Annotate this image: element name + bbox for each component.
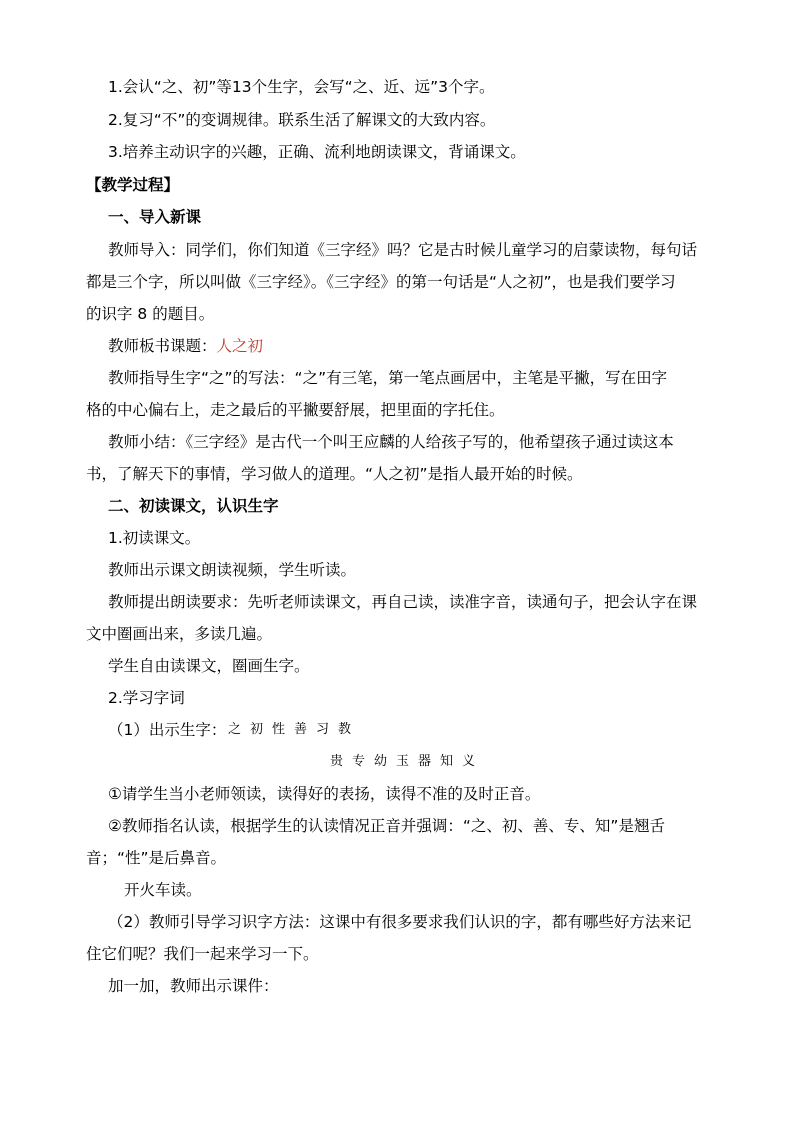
teacher-read-line-1: ②教师指名认读，根据学生的认读情况正音并强调：“之、初、善、专、知”是翘舌 bbox=[108, 817, 665, 835]
goal-1: 1.会认“之、初”等13个生字，会写“之、近、远”3个字。 bbox=[108, 78, 495, 96]
lead-read-line: ①请学生当小老师领读，读得好的表扬，读得不准的及时正音。 bbox=[108, 785, 541, 803]
require-line-2: 文中圈画出来，多读几遍。 bbox=[86, 625, 273, 643]
method-line-1: （2）教师引导学习识字方法：这课中有很多要求我们认识的字，都有哪些好方法来记 bbox=[108, 913, 692, 931]
free-read-line: 学生自由读课文，圈画生字。 bbox=[108, 657, 310, 675]
train-read-line: 开火车读。 bbox=[124, 881, 202, 899]
add-add-line: 加一加，教师出示课件： bbox=[108, 977, 279, 995]
board-title: 人之初 bbox=[216, 337, 264, 355]
summary-line-2: 书，了解天下的事情，学习做人的道理。“人之初”是指人最开始的时候。 bbox=[86, 465, 583, 483]
guide-line-1: 教师指导生字“之”的写法：“之”有三笔，第一笔点画居中，主笔是平撇，写在田字 bbox=[108, 369, 668, 387]
intro-line-2: 都是三个字，所以叫做《三字经》。《三字经》的第一句话是“人之初”，也是我们要学习 bbox=[86, 273, 676, 291]
section1-heading: 一、导入新课 bbox=[108, 208, 202, 226]
require-line-1: 教师提出朗读要求：先听老师读课文，再自己读，读准字音，读通句子，把会认字在课 bbox=[108, 593, 698, 611]
teacher-read-line-2: 音；“性”是后鼻音。 bbox=[86, 849, 227, 867]
board-label: 教师板书课题： bbox=[108, 337, 217, 355]
summary-line-1: 教师小结：《三字经》是古代一个叫王应麟的人给孩子写的，他希望孩子通过读这本 bbox=[108, 433, 674, 451]
method-line-2: 住它们呢？我们一起来学习一下。 bbox=[86, 945, 319, 963]
chars-row-2: 贵专幼玉器知义 bbox=[330, 754, 485, 769]
video-line: 教师出示课文朗读视频，学生听读。 bbox=[108, 561, 357, 579]
show-chars-label: （1）出示生字： bbox=[108, 721, 227, 739]
chars-row-1: 之初性善习教 bbox=[228, 722, 361, 737]
step1-line: 1.初读课文。 bbox=[108, 529, 201, 547]
step2-line: 2.学习字词 bbox=[108, 689, 185, 707]
goal-3: 3.培养主动识字的兴趣，正确、流利地朗读课文，背诵课文。 bbox=[108, 143, 526, 161]
goal-2: 2.复习“不”的变调规律。联系生活了解课文的大致内容。 bbox=[108, 111, 496, 129]
show-chars-line bbox=[108, 720, 748, 740]
intro-line-3: 的识字 8 的题目。 bbox=[86, 305, 215, 323]
process-heading: 【教学过程】 bbox=[86, 176, 180, 194]
intro-line-1: 教师导入：同学们，你们知道《三字经》吗？它是古时候儿童学习的启蒙读物，每句话 bbox=[108, 241, 698, 259]
board-title-line bbox=[108, 336, 748, 356]
section2-heading: 二、初读课文，认识生字 bbox=[108, 497, 279, 515]
guide-line-2: 格的中心偏右上，走之最后的平撇要舒展，把里面的字托住。 bbox=[86, 401, 505, 419]
